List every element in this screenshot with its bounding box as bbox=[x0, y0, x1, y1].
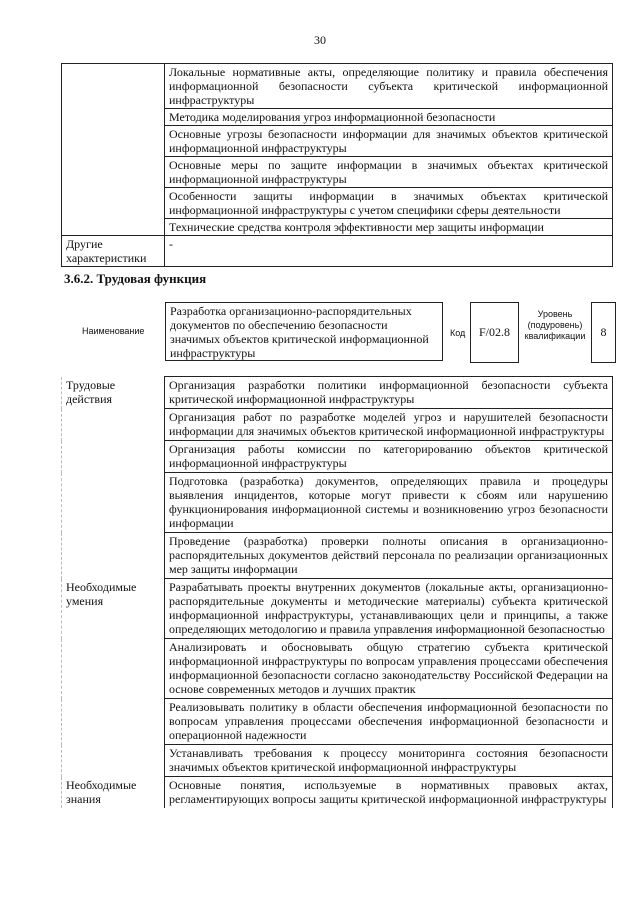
page-number: 30 bbox=[314, 33, 326, 47]
other-characteristics-label: Другие характеристики bbox=[62, 236, 165, 267]
section-title: 3.6.2. Трудовая функция bbox=[64, 271, 207, 286]
labor-function-table bbox=[61, 376, 613, 808]
knowledge-item: Основные меры по защите информации в значимых объектах критической информационной инфраструктуры bbox=[165, 157, 613, 188]
function-code: F/02.8 bbox=[470, 302, 519, 363]
labor-action-item: Проведение (разработка) проверки полноты описания в организационно-распорядительных документов действий персонала по реализации организационных мер защиты информации bbox=[165, 533, 613, 579]
knowledge-item: Технические средства контроля эффективности мер защиты информации bbox=[165, 219, 613, 236]
labor-action-item: Подготовка (разработка) документов, определяющих правила и процедуры выявления инцидентов, которые могут привести к сбоям или нарушению функционирования информационной системы и возникновению угроз безопасности информации bbox=[165, 473, 613, 533]
required-skills-label: Необходимые умения bbox=[62, 579, 165, 777]
empty-label-cell bbox=[62, 64, 165, 236]
knowledge-item: Методика моделирования угроз информационной безопасности bbox=[165, 109, 613, 126]
qualification-level-value: 8 bbox=[591, 302, 616, 363]
function-name: Разработка организационно-распорядительных документов по обеспечению безопасности значимых объектов критической информационной инфраструктуры bbox=[165, 302, 443, 361]
knowledge-item: Особенности защиты информации в значимых объектах критической информационной инфраструктуры с учетом специфики сферы деятельности bbox=[165, 188, 613, 219]
skill-item: Анализировать и обосновывать общую стратегию субъекта критической информационной инфраструктуры по вопросам управления процессами обеспечения информационной безопасности согласно законодательству Российской Федерации на основе современных методов и лучших практик bbox=[165, 639, 613, 699]
knowledge-item: Локальные нормативные акты, определяющие политику и правила обеспечения информационной безопасности субъекта критической информационной инфраструктуры bbox=[165, 64, 613, 109]
skill-item: Устанавливать требования к процессу мониторинга состояния безопасности значимых объектов критической информационной инфраструктуры bbox=[165, 745, 613, 777]
skill-item: Реализовывать политику в области обеспечения информационной безопасности по вопросам управления процессами обеспечения информационной безопасности и операционной надежности bbox=[165, 699, 613, 745]
knowledge-item: Основные угрозы безопасности информации для значимых объектов критической информационной инфраструктуры bbox=[165, 126, 613, 157]
labor-action-item: Организация разработки политики информационной безопасности субъекта критической информационной инфраструктуры bbox=[165, 377, 613, 409]
knowledge-item: Основные понятия, используемые в нормативных правовых актах, регламентирующих вопросы защиты критической информационной инфраструктуры bbox=[165, 777, 613, 809]
labor-actions-label: Трудовые действия bbox=[62, 377, 165, 579]
code-label: Код bbox=[450, 328, 466, 338]
name-label: Наименование bbox=[82, 326, 145, 336]
labor-action-item: Организация работы комиссии по категорированию объектов критической информационной инфраструктуры bbox=[165, 441, 613, 473]
qualification-level-label: Уровень (подуровень) квалификации bbox=[524, 309, 586, 341]
skill-item: Разрабатывать проекты внутренних документов (локальные акты, организационно-распорядительные документы и методические материалы) субъекта критической информационной инфраструктуры, устанавливающих цели и принципы, а также определяющих методологию и правила управления информационной безопасностью bbox=[165, 579, 613, 639]
labor-action-item: Организация работ по разработке моделей угроз и нарушителей безопасности информации для значимых объектов критической информационной инфраструктуры bbox=[165, 409, 613, 441]
other-characteristics-value: - bbox=[165, 236, 613, 267]
required-knowledge-label: Необходимые знания bbox=[62, 777, 165, 809]
knowledge-continuation-table bbox=[61, 63, 613, 267]
